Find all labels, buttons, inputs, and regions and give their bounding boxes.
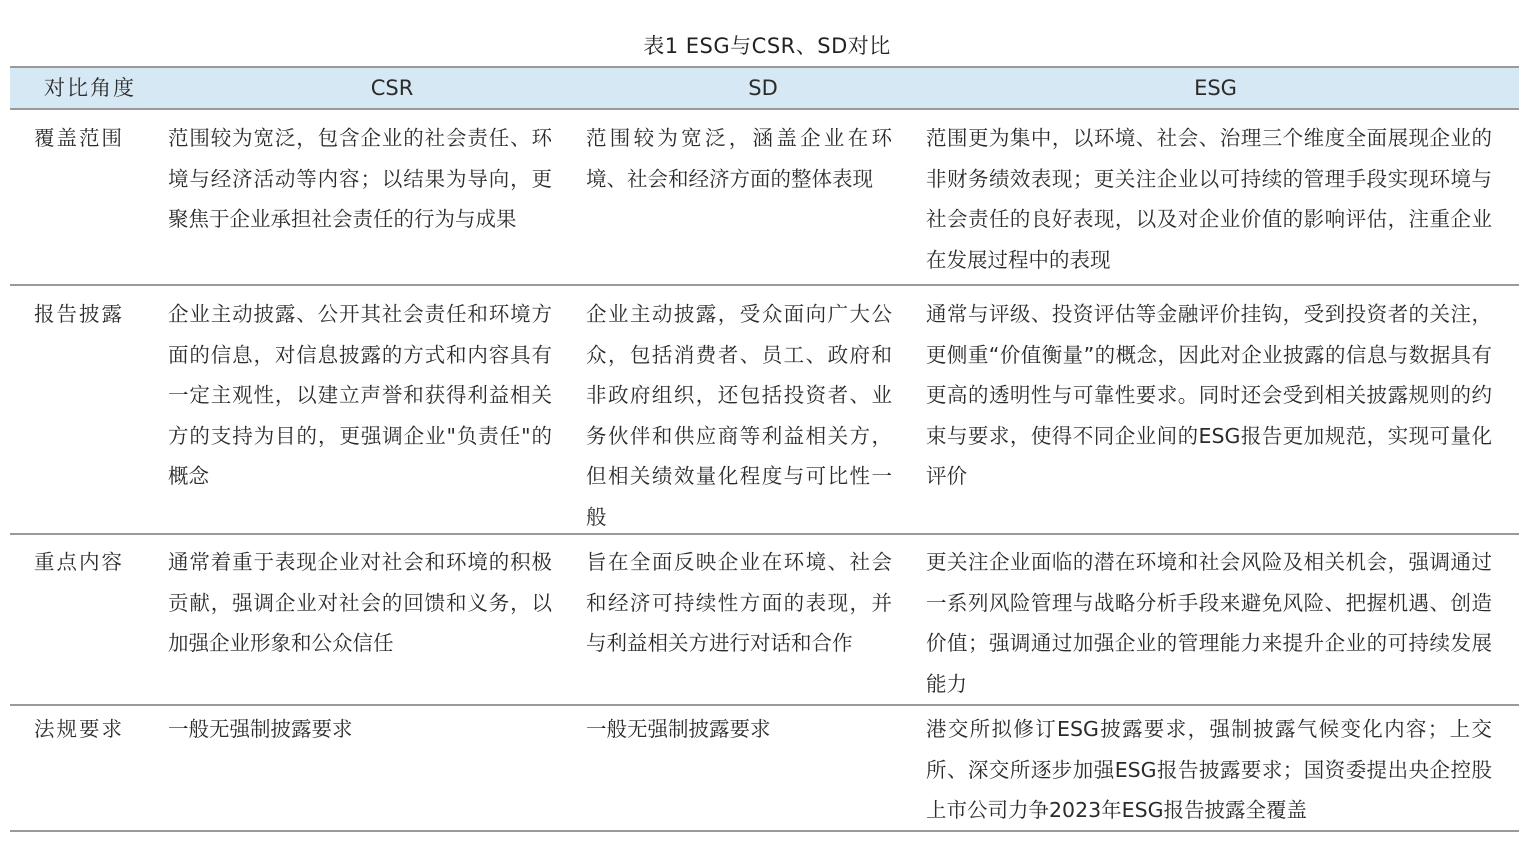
header-aspect: 对比角度: [44, 76, 136, 100]
row-csr: 一般无强制披露要求: [168, 717, 353, 741]
row-aspect: 重点内容: [34, 550, 124, 574]
row-csr: 企业主动披露、公开其社会责任和环境方面的信息，对信息披露的方式和内容具有一定主观性，以建立声誉和获得利益相关方的支持为目的，更强调企业"负责任"的概念: [168, 302, 552, 488]
row-esg: 通常与评级、投资评估等金融评价挂钩，受到投资者的关注，更侧重“价值衡量”的概念，因此对企业披露的信息与数据具有更高的透明性与可靠性要求。同时还会受到相关披露规则的约束与要求，使得不同企业间的ESG报告更加规范，实现可量化评价: [926, 302, 1492, 488]
row-esg: 范围更为集中，以环境、社会、治理三个维度全面展现企业的非财务绩效表现；更关注企业以可持续的管理手段实现环境与社会责任的良好表现，以及对企业价值的影响评估，注重企业在发展过程中的表现: [926, 126, 1492, 272]
row-sd: 旨在全面反映企业在环境、社会和经济可持续性方面的表现，并与利益相关方进行对话和合作: [586, 550, 892, 655]
row-esg: 港交所拟修订ESG披露要求，强制披露气候变化内容；上交所、深交所逐步加强ESG报告披露要求；国资委提出央企控股上市公司力争2023年ESG报告披露全覆盖: [926, 717, 1492, 822]
row-aspect: 法规要求: [34, 717, 124, 741]
row-csr: 通常着重于表现企业对社会和环境的积极贡献，强调企业对社会的回馈和义务，以加强企业形象和公众信任: [168, 550, 552, 655]
row-esg: 更关注企业面临的潜在环境和社会风险及相关机会，强调通过一系列风险管理与战略分析手段来避免风险、把握机遇、创造价值；强调通过加强企业的管理能力来提升企业的可持续发展能力: [926, 550, 1492, 696]
row-divider: [10, 704, 1519, 706]
row-aspect: 报告披露: [34, 302, 124, 326]
row-aspect: 覆盖范围: [34, 126, 124, 150]
table-header-rule: [10, 108, 1519, 110]
row-csr: 范围较为宽泛，包含企业的社会责任、环境与经济活动等内容；以结果为导向，更聚焦于企业承担社会责任的行为与成果: [168, 126, 552, 231]
table-caption: 表1 ESG与CSR、SD对比: [643, 34, 891, 58]
row-sd: 一般无强制披露要求: [586, 717, 771, 741]
row-sd: 范围较为宽泛，涵盖企业在环境、社会和经济方面的整体表现: [586, 126, 892, 191]
table-bottom-rule: [10, 830, 1519, 832]
row-sd: 企业主动披露，受众面向广大公众，包括消费者、员工、政府和非政府组织，还包括投资者、业务伙伴和供应商等利益相关方，但相关绩效量化程度与可比性一般: [586, 302, 892, 529]
header-csr: CSR: [370, 76, 414, 100]
row-divider: [10, 533, 1519, 535]
header-sd: SD: [748, 76, 778, 100]
row-divider: [10, 284, 1519, 286]
header-esg: ESG: [1194, 76, 1237, 100]
